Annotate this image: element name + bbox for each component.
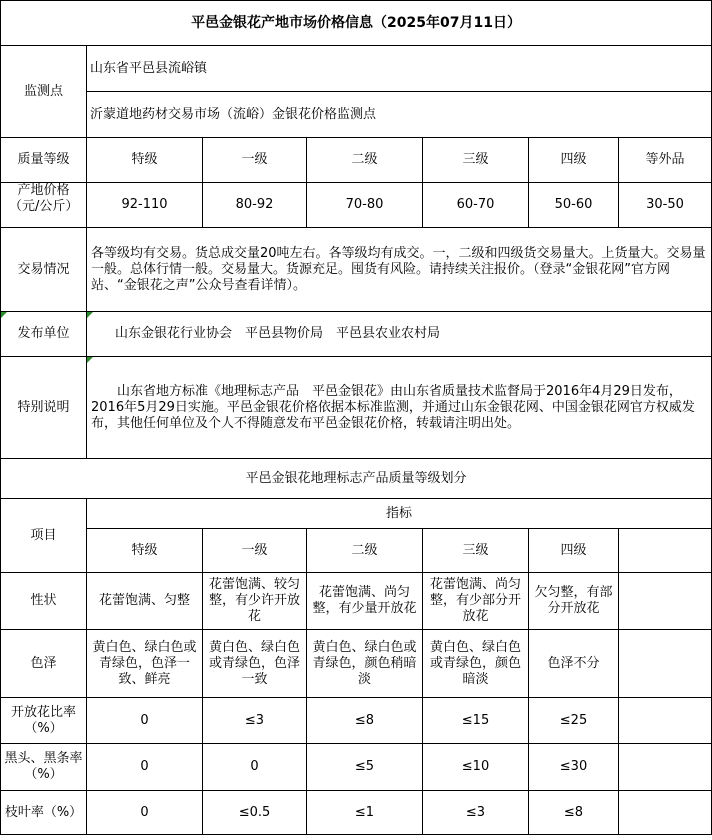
standard-row-label: 开放花比率（%） (1, 698, 87, 744)
price-cell: 50-60 (529, 183, 619, 228)
standard-grade: 四级 (529, 529, 619, 573)
standard-cell: ≤5 (307, 744, 423, 791)
standard-row-label: 黑头、黑条率（%） (1, 744, 87, 791)
standard-cell: 0 (87, 791, 203, 835)
standard-row-label: 色泽 (1, 630, 87, 698)
standard-grade: 二级 (307, 529, 423, 573)
standard-cell-empty (619, 573, 712, 630)
monitoring-location: 山东省平邑县流峪镇 (87, 46, 712, 92)
standard-cell: 花蕾饱满、匀整 (87, 573, 203, 630)
standard-cell: ≤8 (307, 698, 423, 744)
page-title: 平邑金银花产地市场价格信息（2025年07月11日） (1, 1, 712, 46)
notes-text: 山东省地方标准《地理标志产品 平邑金银花》由山东省质量技术监督局于2016年4月29日发布，2016年5月29日实施。平邑金银花价格依据本标准监测，并通过山东金银花网、中国金银花网官方权威发布，其他任何单位及个人不得随意发布平邑金银花价格，转载请注明出处。 (87, 357, 712, 459)
standard-cell-empty (619, 791, 712, 835)
standard-cell: 黄白色、绿白色或青绿色，色泽一致 (203, 630, 307, 698)
standard-cell: ≤1 (307, 791, 423, 835)
standard-cell: 黄白色、绿白色或青绿色，颜色暗淡 (423, 630, 529, 698)
price-label: 产地价格（元/公斤） (9, 183, 78, 214)
trade-text: 各等级均有交易。货总成交量20吨左右。各等级均有成交。一，二级和四级货交易量大。上货量大。交易量一般。总体行情一般。交易量大。货源充足。囤货有风险。请持续关注报价。（登录“金银花网”官方网站、“金银花之声”公众号查看详情）。 (87, 228, 712, 312)
price-cell: 30-50 (619, 183, 712, 228)
grade-cell: 四级 (529, 138, 619, 183)
standard-grade: 特级 (87, 529, 203, 573)
standard-row-label: 性状 (1, 573, 87, 630)
standard-cell: ≤25 (529, 698, 619, 744)
trade-label: 交易情况 (1, 228, 87, 312)
standard-cell: ≤0.5 (203, 791, 307, 835)
standard-title: 平邑金银花地理标志产品质量等级划分 (1, 459, 712, 499)
standard-cell: 色泽不分 (529, 630, 619, 698)
grade-cell: 二级 (307, 138, 423, 183)
grade-cell: 一级 (203, 138, 307, 183)
monitoring-station: 沂蒙道地药材交易市场（流峪）金银花价格监测点 (87, 92, 712, 138)
standard-cell: 花蕾饱满、尚匀整，有少量开放花 (307, 573, 423, 630)
standard-item-label: 项目 (1, 499, 87, 573)
standard-cell-empty (619, 698, 712, 744)
notes-label: 特别说明 (1, 357, 87, 459)
standard-cell: 0 (87, 744, 203, 791)
standard-indicator-label: 指标 (87, 499, 712, 529)
standard-cell: ≤10 (423, 744, 529, 791)
standard-cell: 0 (87, 698, 203, 744)
standard-cell: ≤15 (423, 698, 529, 744)
standard-cell: 黄白色、绿白色或青绿色，颜色稍暗淡 (307, 630, 423, 698)
standard-cell: 花蕾饱满、尚匀整，有少部分开放花 (423, 573, 529, 630)
standard-cell-empty (619, 630, 712, 698)
standard-cell: ≤3 (203, 698, 307, 744)
price-cell: 60-70 (423, 183, 529, 228)
publisher-label: 发布单位 (1, 312, 87, 357)
standard-grade-empty (619, 529, 712, 573)
standard-cell: ≤8 (529, 791, 619, 835)
standard-grade: 三级 (423, 529, 529, 573)
standard-cell: 黄白色、绿白色或青绿色，色泽一致、鲜亮 (87, 630, 203, 698)
grade-label: 质量等级 (1, 138, 87, 183)
standard-cell: 0 (203, 744, 307, 791)
standard-row-label: 枝叶率（%） (1, 791, 87, 835)
standard-cell: 欠匀整，有部分开放花 (529, 573, 619, 630)
standard-grade: 一级 (203, 529, 307, 573)
publisher-text: 山东金银花行业协会 平邑县物价局 平邑县农业农村局 (87, 312, 712, 357)
price-cell: 70-80 (307, 183, 423, 228)
price-cell: 92-110 (87, 183, 203, 228)
grade-cell: 等外品 (619, 138, 712, 183)
standard-cell-empty (619, 744, 712, 791)
monitoring-label: 监测点 (1, 46, 87, 138)
standard-cell: 花蕾饱满、较匀整，有少许开放花 (203, 573, 307, 630)
standard-cell: ≤3 (423, 791, 529, 835)
price-cell: 80-92 (203, 183, 307, 228)
grade-cell: 特级 (87, 138, 203, 183)
grade-cell: 三级 (423, 138, 529, 183)
standard-cell: ≤30 (529, 744, 619, 791)
